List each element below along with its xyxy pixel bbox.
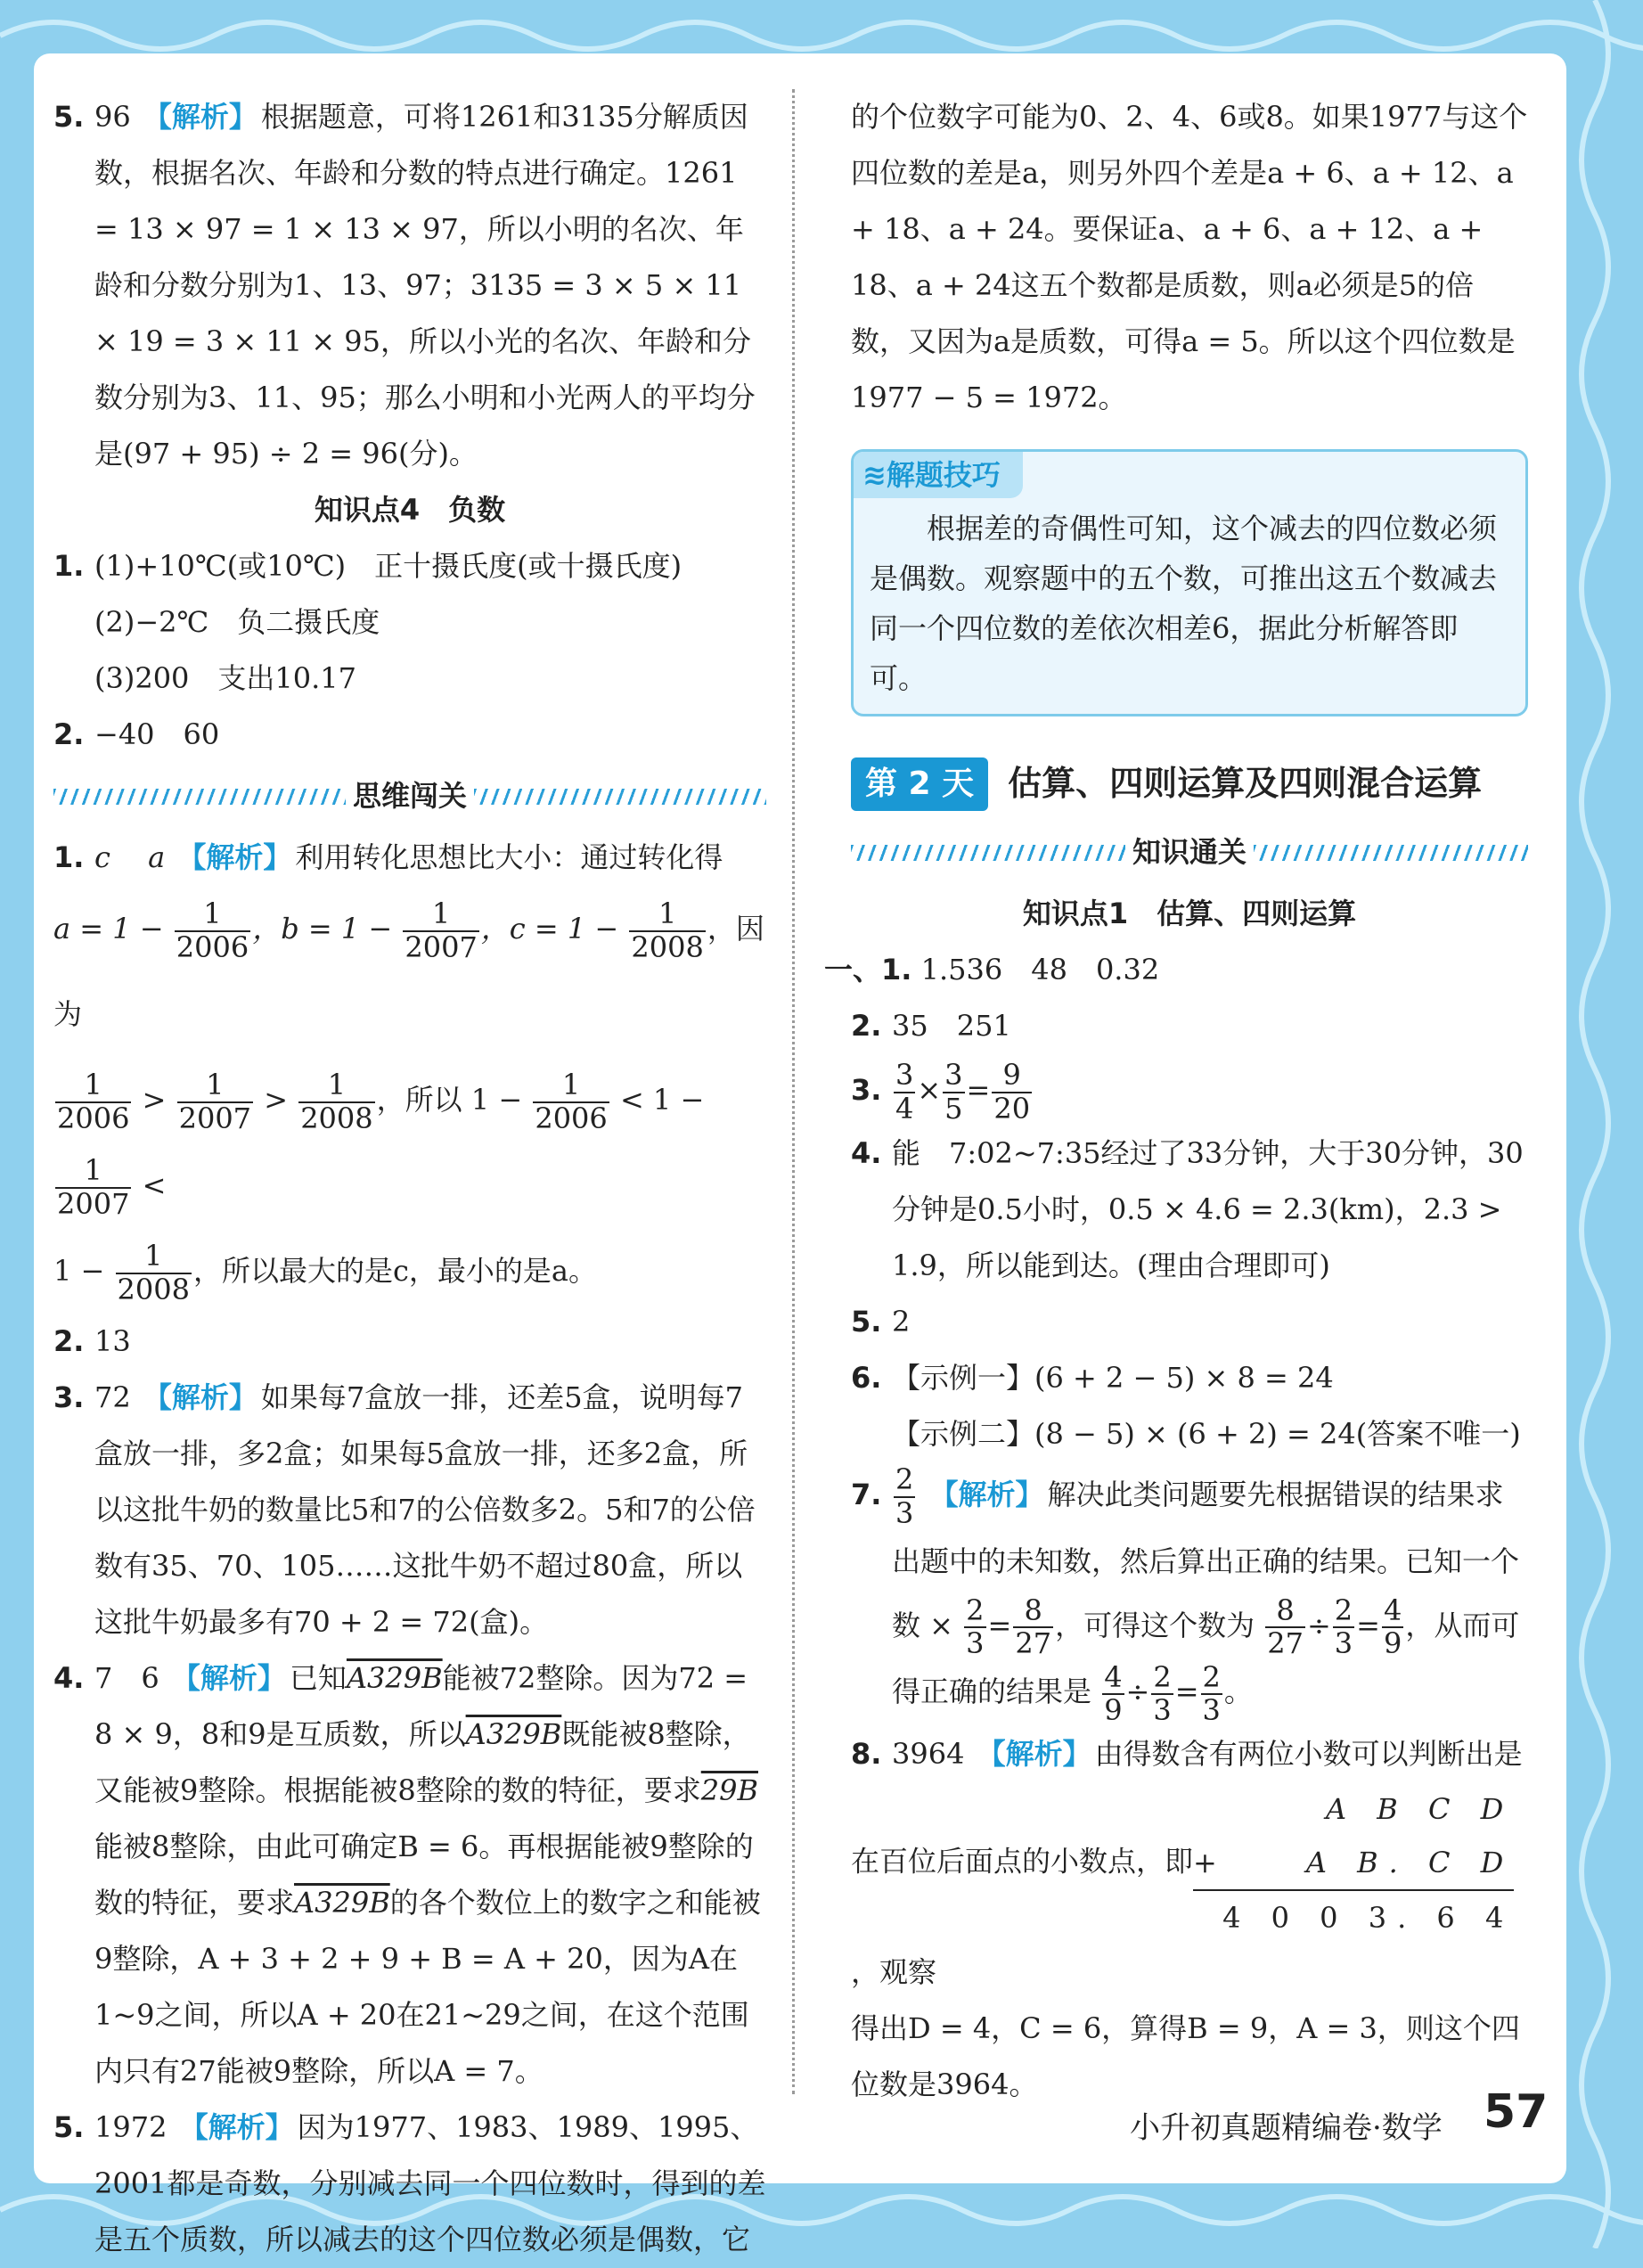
right-column xyxy=(824,89,1528,2113)
fraction: $\frac{1}{2007}$ xyxy=(178,1068,252,1135)
fraction: $\frac{3}{4}$ xyxy=(895,1058,914,1126)
book-title: 小升初真题精编卷·数学 xyxy=(1130,2110,1443,2146)
column-divider xyxy=(792,89,795,2094)
fraction: $\frac{8}{27}$ xyxy=(1267,1593,1304,1661)
day-header xyxy=(851,756,1528,812)
knowledge-3: 3. $\frac{3}{4}$ × $\frac{3}{5}$ = $\frac{9}{20}$ xyxy=(851,1054,1528,1126)
q5-answer xyxy=(53,89,766,482)
analysis-text: 根据题意，可将1261和3135分解质因数，根据名次、年龄和分数的特点进行确定。1261 = 13 × 97 = 1 × 13 × 97，所以小明的名次、年龄和分数分别为1、13、97；3135 = 3 × 5 × 11 × 19 = 3 × 11 × 95，所以小光的名次、年龄和分数分别为3、11、95；那么小明和小光两人的平均分是(97 + 95) ÷ 2 = 96(分)。 xyxy=(94,100,756,471)
item-number: 5. xyxy=(53,2110,85,2144)
item-number: 4. xyxy=(851,1136,882,1170)
so-text: ，所以 1 − xyxy=(376,1083,523,1117)
answer-c: c xyxy=(94,840,110,874)
example-2: 【示例二】(8 − 5) × (6 + 2) = 24(答案不唯一) xyxy=(892,1417,1521,1451)
analysis-text: 如果每7盒放一排，还差5盒，说明每7盒放一排，多2盒；如果每5盒放一排，还多2盒，所以这批牛奶的数量比5和7的公倍数多2。5和7的公倍数有35、70、105……这批牛奶不超过80盒，所以这批牛奶最多有70 + 2 = 72(盒)。 xyxy=(94,1380,756,1639)
item-number: 2. xyxy=(53,717,85,751)
item-number: 2. xyxy=(53,1324,85,1358)
knowledge-7: 7. $\frac{2}{3}$ 【解析】 解决此类问题要先根据错误的结果求出题中的未知数，然后算出正确的结果。已知一个数 × $\frac{2}{3}$ = $\frac{8}{27}$ ，可得这个数为 $\frac{8}{27}$ ÷ $\frac{2}{3}$ = $\frac{4}{9}$ ，从而可得正确的结果是 $\frac{4}{9}$ ÷ $\frac{2}{3}$ = $\frac{2}{3}$ 。 xyxy=(851,1462,1520,1727)
overlined-number: 29B xyxy=(700,1773,758,1807)
thinking-1-eq3: 1 − $\frac{1}{2008}$ ，所以最大的是c，最小的是a。 xyxy=(53,1239,597,1306)
fraction: $\frac{8}{27}$ xyxy=(1015,1593,1052,1661)
item-number: 7. xyxy=(851,1478,882,1511)
negative-1c xyxy=(53,651,766,707)
analysis-text: 因为1977、1983、1989、1995、2001都是奇数，分别减去同一个四位数时，得到的差是五个质数，所以减去的这个四位数必须是偶数，它 xyxy=(94,2110,766,2256)
item-number: 5. xyxy=(53,100,85,134)
item-number: 8. xyxy=(851,1737,882,1772)
item-number: 3. xyxy=(851,1073,882,1107)
analysis-tag: 【解析】 xyxy=(929,1478,1044,1511)
thinking-3 xyxy=(53,1370,766,1650)
sub-answer: (2)−2℃ 负二摄氏度 xyxy=(94,605,380,639)
fraction: $\frac{4}{9}$ xyxy=(1383,1593,1402,1661)
analysis-tag: 【解析】 xyxy=(177,840,292,874)
thinking-2 xyxy=(53,1314,766,1370)
fraction: $\frac{1}{2006}$ xyxy=(57,1068,130,1135)
sub-answer: (3)200 支出10.17 xyxy=(94,661,357,695)
tip-body: 根据差的奇偶性可知，这个减去的四位数必须是偶数。观察题中的五个数，可推出这五个数减去同一个四位数的差依次相差6，据此分析解答即可。 xyxy=(870,512,1498,695)
answer: 7 6 xyxy=(94,1661,159,1695)
answer: 能 7:02~7:35经过了33分钟，大于30分钟，30分钟是0.5小时，0.5 × 4.6 = 2.3(km)，2.3 > 1.9，所以能到达。(理由合理即可) xyxy=(892,1136,1524,1282)
fraction: $\frac{3}{5}$ xyxy=(944,1058,963,1126)
fraction: $\frac{2}{3}$ xyxy=(1153,1659,1172,1727)
knowledge-4 xyxy=(851,1126,1528,1294)
answer: 13 xyxy=(94,1324,131,1358)
analysis-tag: 【解析】 xyxy=(171,1661,286,1695)
analysis-tag: 【解析】 xyxy=(143,1380,257,1414)
answer: 1972 xyxy=(94,2110,168,2144)
fraction: $\frac{1}{2008}$ xyxy=(117,1239,190,1306)
knowledge-1 xyxy=(824,942,1528,998)
day-title: 估算、四则运算及四则混合运算 xyxy=(1008,764,1483,803)
thinking-5 xyxy=(53,2100,766,2268)
b-equation: ，b = 1 − xyxy=(252,912,393,946)
item-number: 2. xyxy=(851,1009,882,1043)
fraction: $\frac{1}{2007}$ xyxy=(57,1153,130,1221)
analysis-tag: 【解析】 xyxy=(179,2110,294,2144)
negative-1b xyxy=(53,594,766,651)
fraction: $\frac{2}{3}$ xyxy=(1334,1593,1353,1661)
because-text: ，因为 xyxy=(53,912,764,1031)
fraction: $\frac{1}{2006}$ xyxy=(176,897,249,964)
answer: 3964 xyxy=(892,1737,965,1772)
item-number: 4. xyxy=(53,1661,85,1695)
overlined-number: A329B xyxy=(294,1886,390,1920)
overlined-number: A329B xyxy=(346,1661,443,1695)
answer-a: a xyxy=(148,840,166,874)
knowledge-2 xyxy=(851,998,1528,1054)
thinking-1-eq2: $\frac{1}{2006}$ > $\frac{1}{2007}$ > $\frac{1}{2008}$ ，所以 1 − $\frac{1}{2006}$ < 1 − $\frac{1}{2007}$ < xyxy=(57,1068,705,1221)
fraction: $\frac{1}{2008}$ xyxy=(300,1068,373,1135)
thinking-5-continued: 的个位数字可能为0、2、4、6或8。如果1977与这个四位数的差是a，则另外四个差是a + 6、a + 12、a + 18、a + 24。要保证a、a + 6、a + 12、a + 18、a + 24这五个数都是质数，则a必须是5的倍数，又因为a是质数，可得a = 5。所以这个四位数是1977 − 5 = 1972。 xyxy=(851,100,1528,414)
tip-heading: ≋解题技巧 xyxy=(854,452,1023,498)
negative-2 xyxy=(53,707,766,763)
banner-title: 知识通关 xyxy=(1132,835,1247,869)
section-title-negative: 知识点4 负数 xyxy=(314,493,506,527)
overlined-number: A329B xyxy=(465,1717,562,1751)
answer: 2 xyxy=(892,1305,911,1339)
answer: −40 60 xyxy=(94,717,220,751)
example-1: 【示例一】(6 + 2 − 5) × 8 = 24 xyxy=(892,1361,1334,1395)
knowledge-8: 8. 3964 【解析】 由得数含有两位小数可以判断出是 xyxy=(851,1726,1528,1782)
analysis-text: 利用转化思想比大小：通过转化得 xyxy=(295,840,723,874)
item-number: 一、1. xyxy=(824,953,912,987)
page-number: 57 xyxy=(1484,2085,1549,2139)
fraction: $\frac{1}{2008}$ xyxy=(631,897,704,964)
fraction: $\frac{2}{3}$ xyxy=(895,1462,914,1530)
analysis-tag: 【解析】 xyxy=(977,1737,1091,1772)
knowledge-5 xyxy=(851,1294,1528,1350)
fraction: $\frac{1}{2007}$ xyxy=(405,897,478,964)
fraction: $\frac{9}{20}$ xyxy=(993,1058,1031,1126)
item-number: 1. xyxy=(53,840,85,874)
knowledge-8-conclusion: 得出D = 4，C = 6，算得B = 9，A = 3，则这个四位数是3964。 xyxy=(851,2011,1520,2102)
section-title-estimate: 知识点1 估算、四则运算 xyxy=(1022,897,1357,930)
item-number: 6. xyxy=(851,1361,882,1395)
banner-title: 思维闯关 xyxy=(353,779,468,813)
thinking-1-eq1 xyxy=(53,886,766,1057)
fraction: $\frac{2}{3}$ xyxy=(1202,1659,1221,1727)
knowledge-6b xyxy=(851,1406,1528,1462)
thinking-4: 4. 7 6 【解析】 已知A329B能被72整除。因为72 = 8 × 9，8和9是互质数，所以A329B既能被8整除，又能被9整除。根据能被8整除的数的特征，要求29B能被8整除，由此可确定B = 6。再根据能被9整除的数的特征，要求A329B的各个数位上的数字之和能被9整除，A + 3 + 2 + 9 + B = A + 20，因为A在1~9之间，所以A + 20在21~29之间，在这个范围内只有27能被9整除，所以A = 7。 xyxy=(53,1650,766,2100)
vertical-addition: A B C D + A B. C D 4 0 0 3. 6 4 xyxy=(1193,1782,1514,1945)
item-number: 5. xyxy=(851,1305,882,1339)
fraction: $\frac{2}{3}$ xyxy=(966,1593,985,1661)
knowledge-8-vertical: 在百位后面点的小数点，即 A B C D + A B. C D 4 0 0 3. 6 4 ，观察 xyxy=(851,1782,1528,2001)
fraction: $\frac{1}{2006}$ xyxy=(535,1068,608,1135)
banner-knowledge xyxy=(851,824,1528,880)
answer: 72 xyxy=(94,1380,131,1414)
negative-1 xyxy=(53,538,766,594)
knowledge-6 xyxy=(851,1350,1528,1406)
analysis-tag: 【解析】 xyxy=(143,100,257,134)
a-equation: a = 1 − xyxy=(53,912,164,946)
answer: 35 251 xyxy=(892,1009,1011,1043)
banner-thinking xyxy=(53,768,766,824)
conclusion: ，所以最大的是c，最小的是a。 xyxy=(192,1254,597,1288)
item-number: 3. xyxy=(53,1380,85,1414)
thinking-1 xyxy=(53,830,766,886)
day-badge: 第 2 天 xyxy=(851,757,988,811)
left-column xyxy=(53,89,766,2268)
c-equation: ，c = 1 − xyxy=(480,912,619,946)
item-number: 1. xyxy=(53,549,85,583)
sub-answer: (1)+10℃(或10℃) 正十摄氏度(或十摄氏度) xyxy=(94,549,683,583)
answer: 1.536 48 0.32 xyxy=(920,953,1160,987)
tip-box xyxy=(851,449,1528,716)
fraction: $\frac{4}{9}$ xyxy=(1104,1659,1123,1727)
answer: 96 xyxy=(94,100,131,134)
